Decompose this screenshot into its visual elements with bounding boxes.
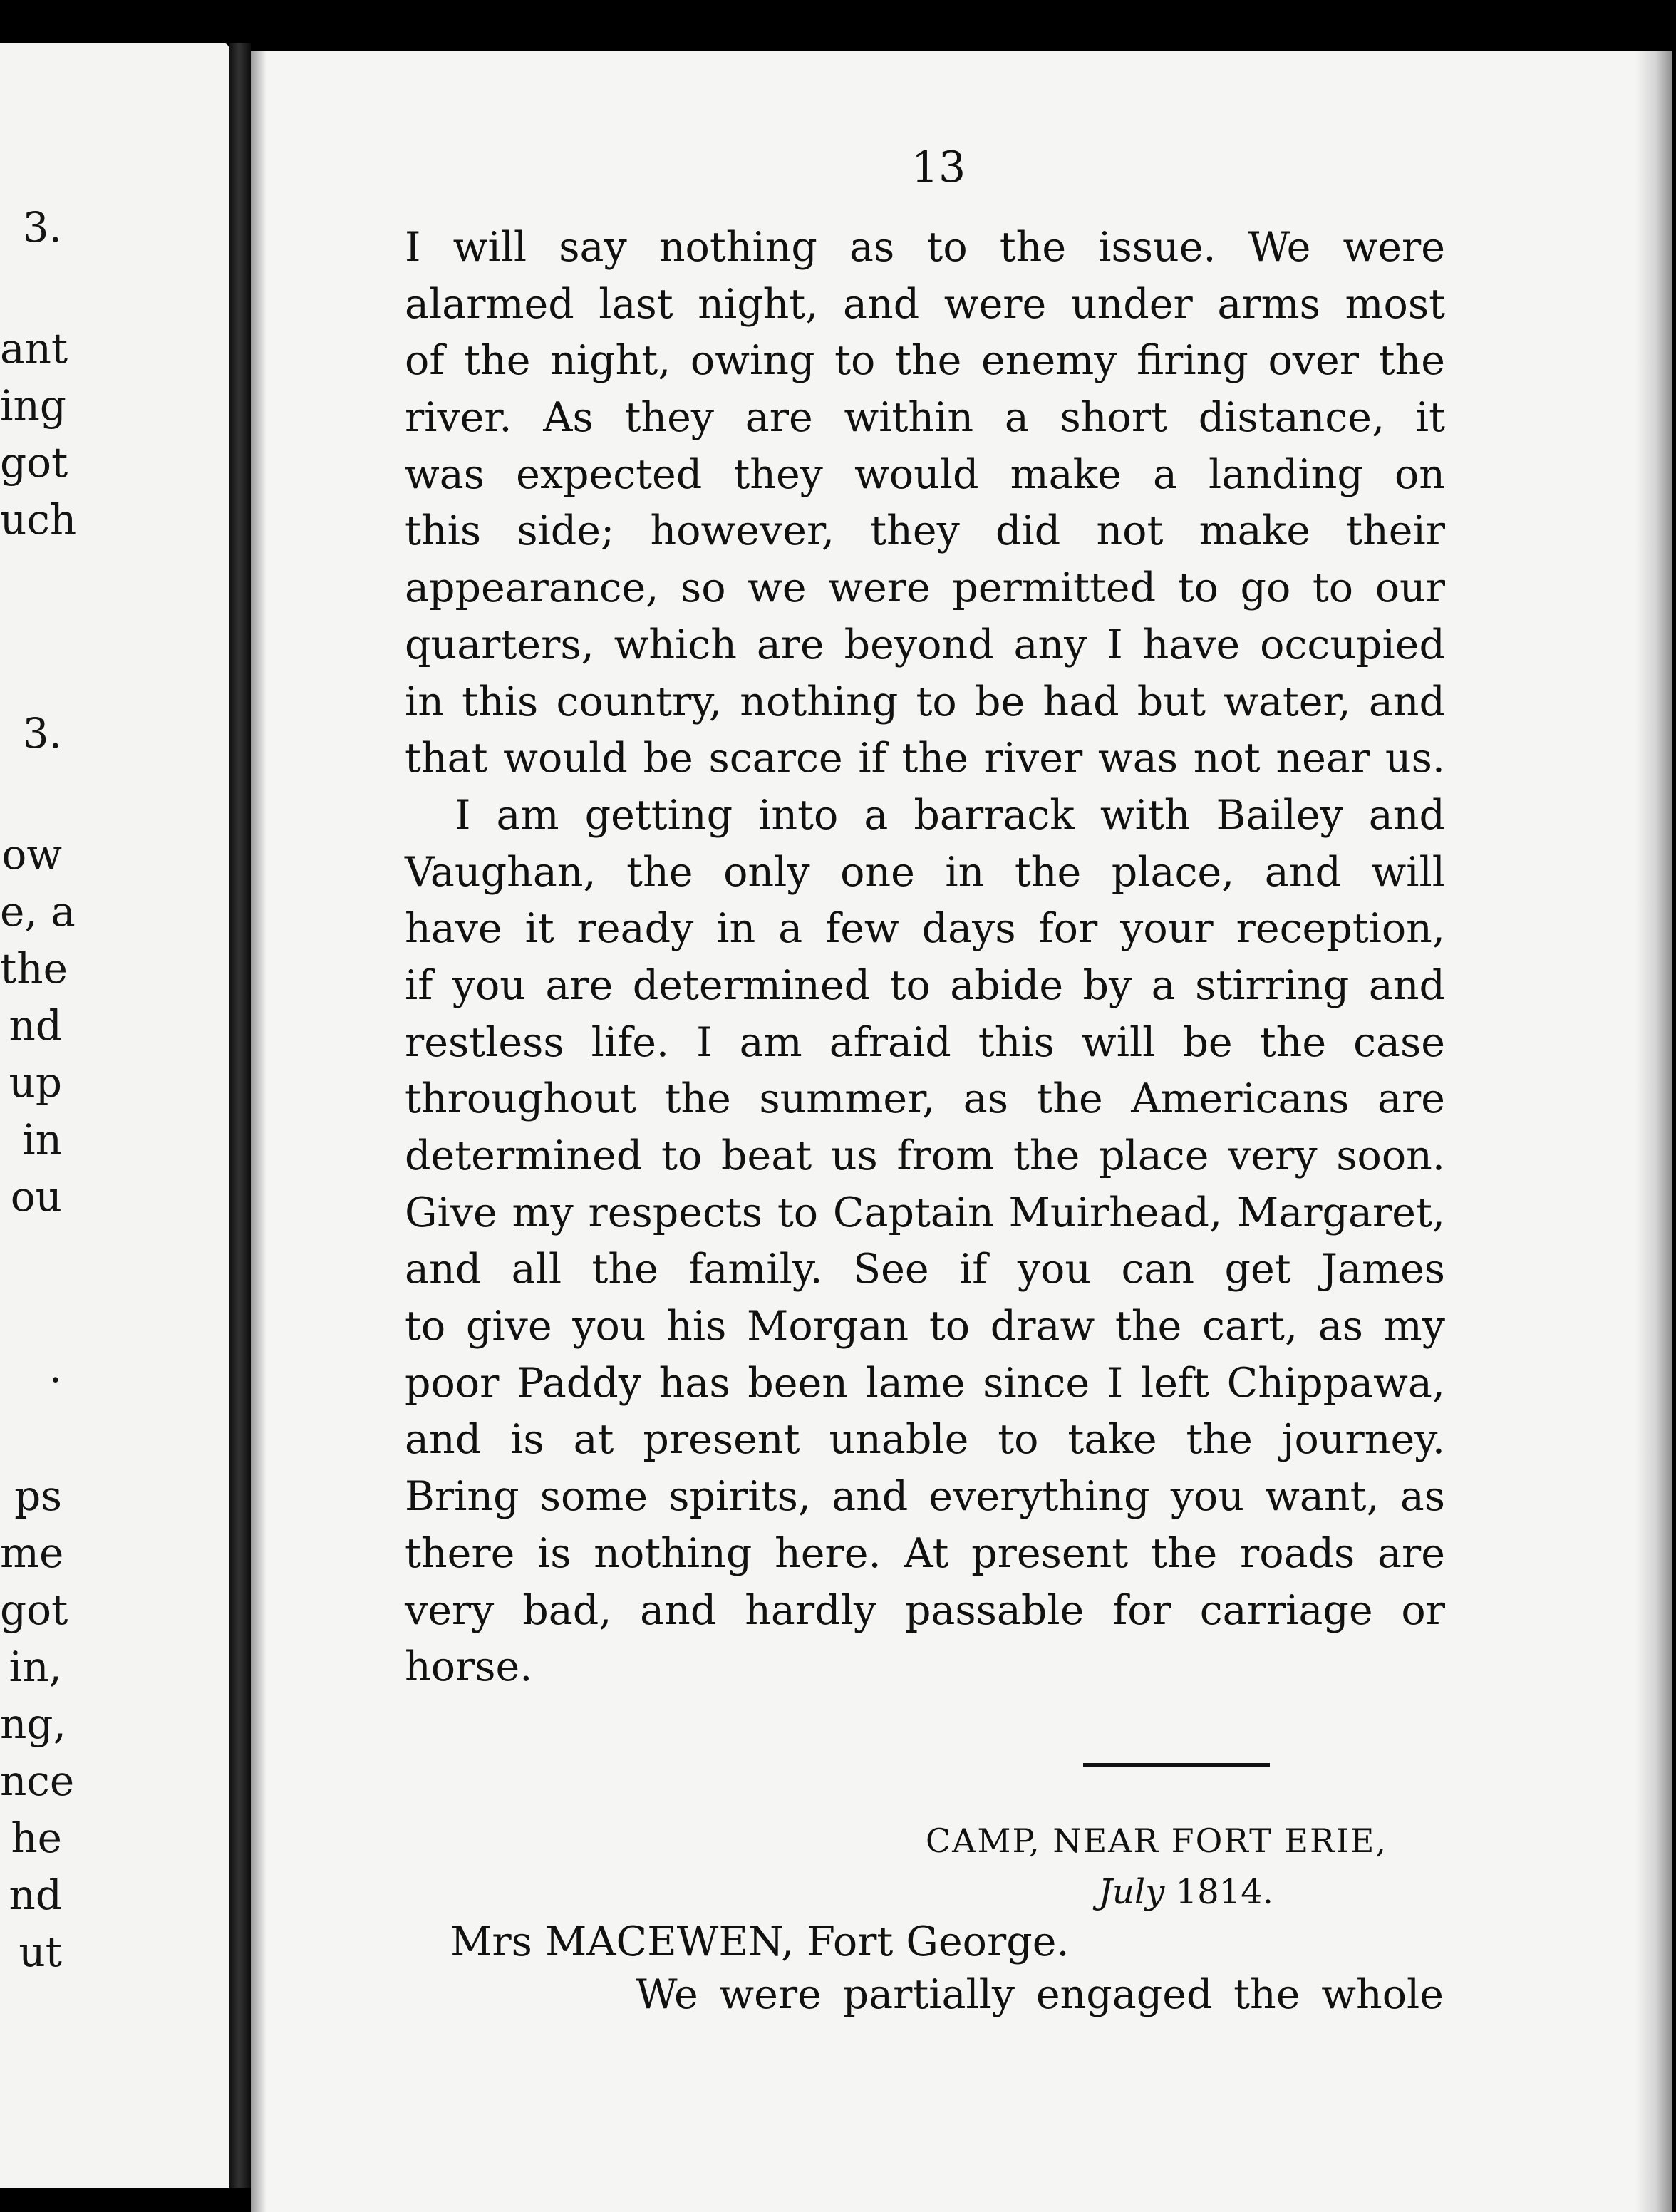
body-text xyxy=(405,219,1445,1696)
left-page-fragment: nd xyxy=(9,1871,62,1919)
text-line: restless life. I am afraid this will be the case xyxy=(405,1018,1445,1066)
left-page-fragment: got xyxy=(0,1586,68,1634)
left-page-fragment: up xyxy=(9,1058,62,1107)
text-line: there is nothing here. At present the roads are xyxy=(405,1529,1445,1577)
page-inner-shadow xyxy=(251,51,267,2212)
left-page-fragment: 3. xyxy=(22,709,62,758)
left-page-edge xyxy=(0,43,229,2188)
text-line: river. As they are within a short distance, it xyxy=(405,394,1445,442)
text-line: Give my respects to Captain Muirhead, Margaret, xyxy=(405,1189,1445,1236)
letter-salutation: Mrs MACEWEN, Fort George. xyxy=(450,1918,1070,1965)
left-page-fragment: 3. xyxy=(22,203,62,252)
dateline-year: 1814. xyxy=(1175,1872,1273,1912)
left-page-fragment: ou xyxy=(10,1172,62,1221)
left-page-fragment: . xyxy=(48,1343,62,1392)
left-page-fragment: he xyxy=(11,1814,62,1862)
left-page-fragment: ps xyxy=(14,1472,62,1520)
text-line: very bad, and hardly passable for carriage or xyxy=(405,1586,1445,1634)
text-line: that would be scarce if the river was not near us. xyxy=(405,735,1445,782)
text-line: Bring some spirits, and everything you want, as xyxy=(405,1473,1445,1521)
text-line: determined to beat us from the place very soon. xyxy=(405,1132,1445,1179)
left-page-fragment: e, a xyxy=(0,887,76,936)
left-page-fragment: in, xyxy=(9,1643,62,1691)
book-gutter xyxy=(229,43,251,2188)
dateline-month: July xyxy=(1098,1872,1165,1912)
left-page-fragment: in xyxy=(22,1115,62,1164)
left-page-fragment: ant xyxy=(0,324,68,373)
page-number: 13 xyxy=(911,143,966,192)
text-line: Vaughan, the only one in the place, and will xyxy=(405,848,1445,896)
left-page-fragment: the xyxy=(0,944,68,993)
right-page xyxy=(251,51,1672,2212)
text-line: poor Paddy has been lame since I left Chippawa, xyxy=(405,1359,1445,1407)
left-page-fragment: ing xyxy=(0,381,67,430)
text-line: in this country, nothing to be had but water, and xyxy=(405,678,1445,725)
left-page-fragment: me xyxy=(0,1529,64,1577)
text-line: I am getting into a barrack with Bailey and xyxy=(455,791,1445,839)
text-line: alarmed last night, and were under arms most xyxy=(405,280,1445,328)
text-line: this side; however, they did not make their xyxy=(405,507,1445,555)
text-line: and all the family. See if you can get James xyxy=(405,1246,1445,1293)
text-line: have it ready in a few days for your reception, xyxy=(405,905,1445,953)
section-divider xyxy=(1083,1763,1270,1767)
dateline-place: CAMP, NEAR FORT ERIE, xyxy=(925,1821,1387,1860)
left-page-fragment: ut xyxy=(19,1928,62,1976)
text-line: if you are determined to abide by a stirring and xyxy=(405,961,1445,1009)
text-line: of the night, owing to the enemy firing over the xyxy=(405,337,1445,385)
left-page-fragment: nd xyxy=(9,1001,62,1050)
left-page-fragment: ng, xyxy=(0,1700,66,1748)
text-line: appearance, so we were permitted to go to our xyxy=(405,564,1445,612)
text-line: I will say nothing as to the issue. We were xyxy=(405,224,1445,271)
left-page-fragment: uch xyxy=(0,495,77,544)
text-line: throughout the summer, as the Americans are xyxy=(405,1075,1445,1123)
text-line: quarters, which are beyond any I have occupied xyxy=(405,621,1445,668)
text-line: and is at present unable to take the journey. xyxy=(405,1416,1445,1464)
left-page-fragment: got xyxy=(0,438,68,487)
dateline-date xyxy=(1099,1872,1273,1912)
left-page-fragment: ow xyxy=(1,830,62,879)
page-outer-shadow xyxy=(1635,51,1672,2212)
text-line: to give you his Morgan to draw the cart, as my xyxy=(405,1303,1445,1350)
left-page-fragment: nce xyxy=(0,1757,75,1805)
text-line: was expected they would make a landing on xyxy=(405,450,1445,498)
text-line: horse. xyxy=(405,1643,533,1691)
letter-opening-line: We were partially engaged the whole xyxy=(636,1971,1444,2018)
